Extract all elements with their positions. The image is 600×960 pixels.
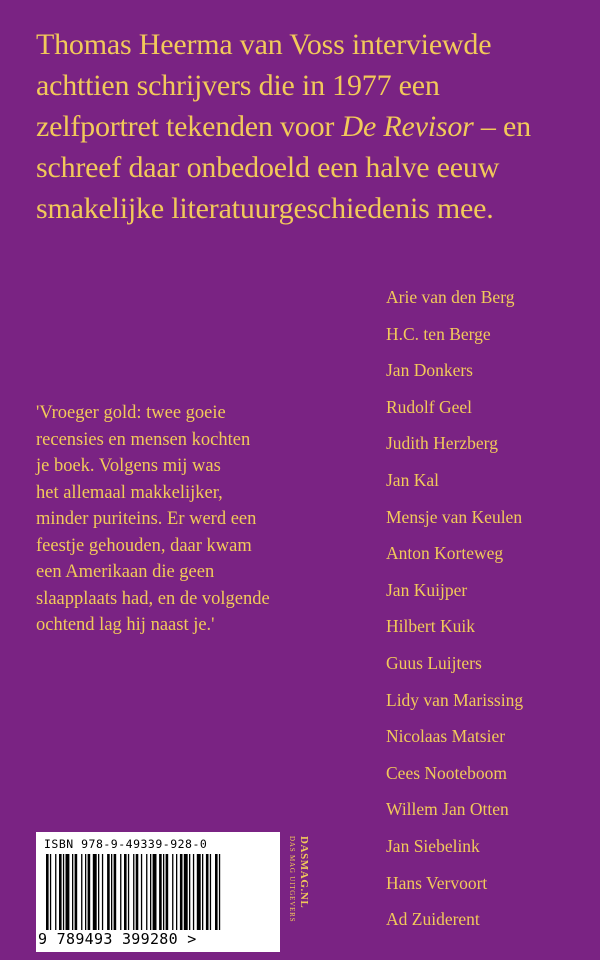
author-name: Willem Jan Otten bbox=[386, 799, 509, 820]
author-name: Jan Siebelink bbox=[386, 835, 480, 856]
barcode-bar bbox=[128, 854, 129, 930]
blurb-line-5: smakelijke literatuurgeschiedenis mee. bbox=[36, 192, 494, 225]
isbn-barcode bbox=[36, 832, 280, 952]
author-name: Hans Vervoort bbox=[386, 872, 488, 893]
author-name: Hilbert Kuik bbox=[386, 616, 475, 637]
blurb-line-3-end: – en bbox=[473, 110, 531, 143]
barcode-bar bbox=[102, 854, 103, 930]
barcode-bar bbox=[197, 854, 201, 930]
quote-line: een Amerikaan die geen bbox=[36, 562, 215, 582]
quote-line: het allemaal makkelijker, bbox=[36, 482, 223, 503]
author-name: Lidy van Marissing bbox=[386, 689, 524, 710]
author-name: Ad Zuiderent bbox=[386, 909, 480, 930]
barcode-bar bbox=[107, 854, 110, 930]
barcode-bar bbox=[85, 854, 86, 930]
ean-digits: 9 789493 399280 > bbox=[38, 930, 197, 948]
blurb-line-2: achttien schrijvers die in 1977 een bbox=[36, 69, 440, 102]
publisher-imprint bbox=[279, 836, 315, 952]
pull-quote bbox=[36, 400, 306, 639]
barcode-bar bbox=[75, 854, 78, 930]
barcode-bar bbox=[98, 854, 99, 930]
author-name: Jan Kal bbox=[386, 469, 439, 490]
barcode-bar bbox=[180, 854, 183, 930]
barcode-bar bbox=[81, 854, 82, 930]
barcode-bar bbox=[133, 854, 134, 930]
author-name: Jan Donkers bbox=[386, 360, 473, 381]
quote-line: minder puriteins. Er werd een bbox=[36, 509, 257, 529]
author-name: Judith Herzberg bbox=[386, 433, 498, 454]
barcode-bar bbox=[46, 854, 49, 930]
barcode-bar bbox=[166, 854, 169, 930]
barcode-bar bbox=[136, 854, 139, 930]
barcode-bar bbox=[141, 854, 142, 930]
barcode-bar bbox=[111, 854, 112, 930]
barcode-bar bbox=[120, 854, 121, 930]
barcode-bar bbox=[146, 854, 147, 930]
magazine-title: De Revisor bbox=[341, 110, 474, 143]
barcode-bar bbox=[219, 854, 220, 930]
barcode-bar bbox=[114, 854, 117, 930]
author-name: Arie van den Berg bbox=[386, 287, 515, 307]
blurb-line-3-start: zelfportret tekenden voor bbox=[36, 110, 342, 143]
author-name: Guus Luijters bbox=[386, 652, 482, 673]
barcode-bar bbox=[72, 854, 73, 930]
quote-line: slaapplaats had, en de volgende bbox=[36, 588, 270, 609]
quote-line: je boek. Volgens mij was bbox=[36, 456, 221, 476]
barcode-bar bbox=[206, 854, 209, 930]
author-name: Anton Korteweg bbox=[386, 543, 504, 564]
barcode-bar bbox=[172, 854, 173, 930]
barcode-bar bbox=[88, 854, 91, 930]
barcode-bar bbox=[150, 854, 151, 930]
barcode-bar bbox=[189, 854, 190, 930]
barcode-bar bbox=[63, 854, 64, 930]
isbn-label: ISBN 978-9-49339-928-0 bbox=[44, 837, 208, 851]
barcode-bar bbox=[184, 854, 188, 930]
barcode-bars-icon bbox=[46, 854, 270, 930]
blurb-line-4: schreef daar onbedoeld een halve eeuw bbox=[36, 151, 500, 184]
author-name: Jan Kuijper bbox=[386, 579, 468, 600]
back-cover-blurb bbox=[36, 24, 576, 229]
barcode-bar bbox=[50, 854, 51, 930]
author-name: Rudolf Geel bbox=[386, 396, 473, 417]
barcode-bar bbox=[163, 854, 164, 930]
barcode-bar bbox=[124, 854, 127, 930]
blurb-line-3 bbox=[36, 106, 576, 147]
barcode-bar bbox=[215, 854, 218, 930]
publisher-name: DAS MAG UITGEVERS bbox=[288, 836, 296, 923]
barcode-bar bbox=[153, 854, 157, 930]
barcode-bar bbox=[159, 854, 162, 930]
barcode-bar bbox=[210, 854, 211, 930]
author-name: Cees Nooteboom bbox=[386, 762, 508, 783]
barcode-bar bbox=[193, 854, 194, 930]
barcode-bar bbox=[66, 854, 70, 930]
barcode-bar bbox=[93, 854, 97, 930]
author-name: Nicolaas Matsier bbox=[386, 726, 506, 747]
author-name: Mensje van Keulen bbox=[386, 506, 523, 527]
barcode-bar bbox=[55, 854, 56, 930]
barcode-bar bbox=[59, 854, 62, 930]
author-name: H.C. ten Berge bbox=[386, 323, 491, 344]
author-list bbox=[386, 283, 523, 942]
quote-line: feestje gehouden, daar kwam bbox=[36, 535, 252, 556]
barcode-bar bbox=[176, 854, 177, 930]
quote-line: recensies en mensen kochten bbox=[36, 429, 251, 450]
blurb-line-1: Thomas Heerma van Voss interviewde bbox=[36, 28, 492, 61]
quote-line: 'Vroeger gold: twee goeie bbox=[36, 403, 226, 423]
publisher-url: DASMAG.NL bbox=[298, 836, 310, 909]
barcode-bar bbox=[202, 854, 203, 930]
quote-line: ochtend lag hij naast je.' bbox=[36, 615, 215, 635]
